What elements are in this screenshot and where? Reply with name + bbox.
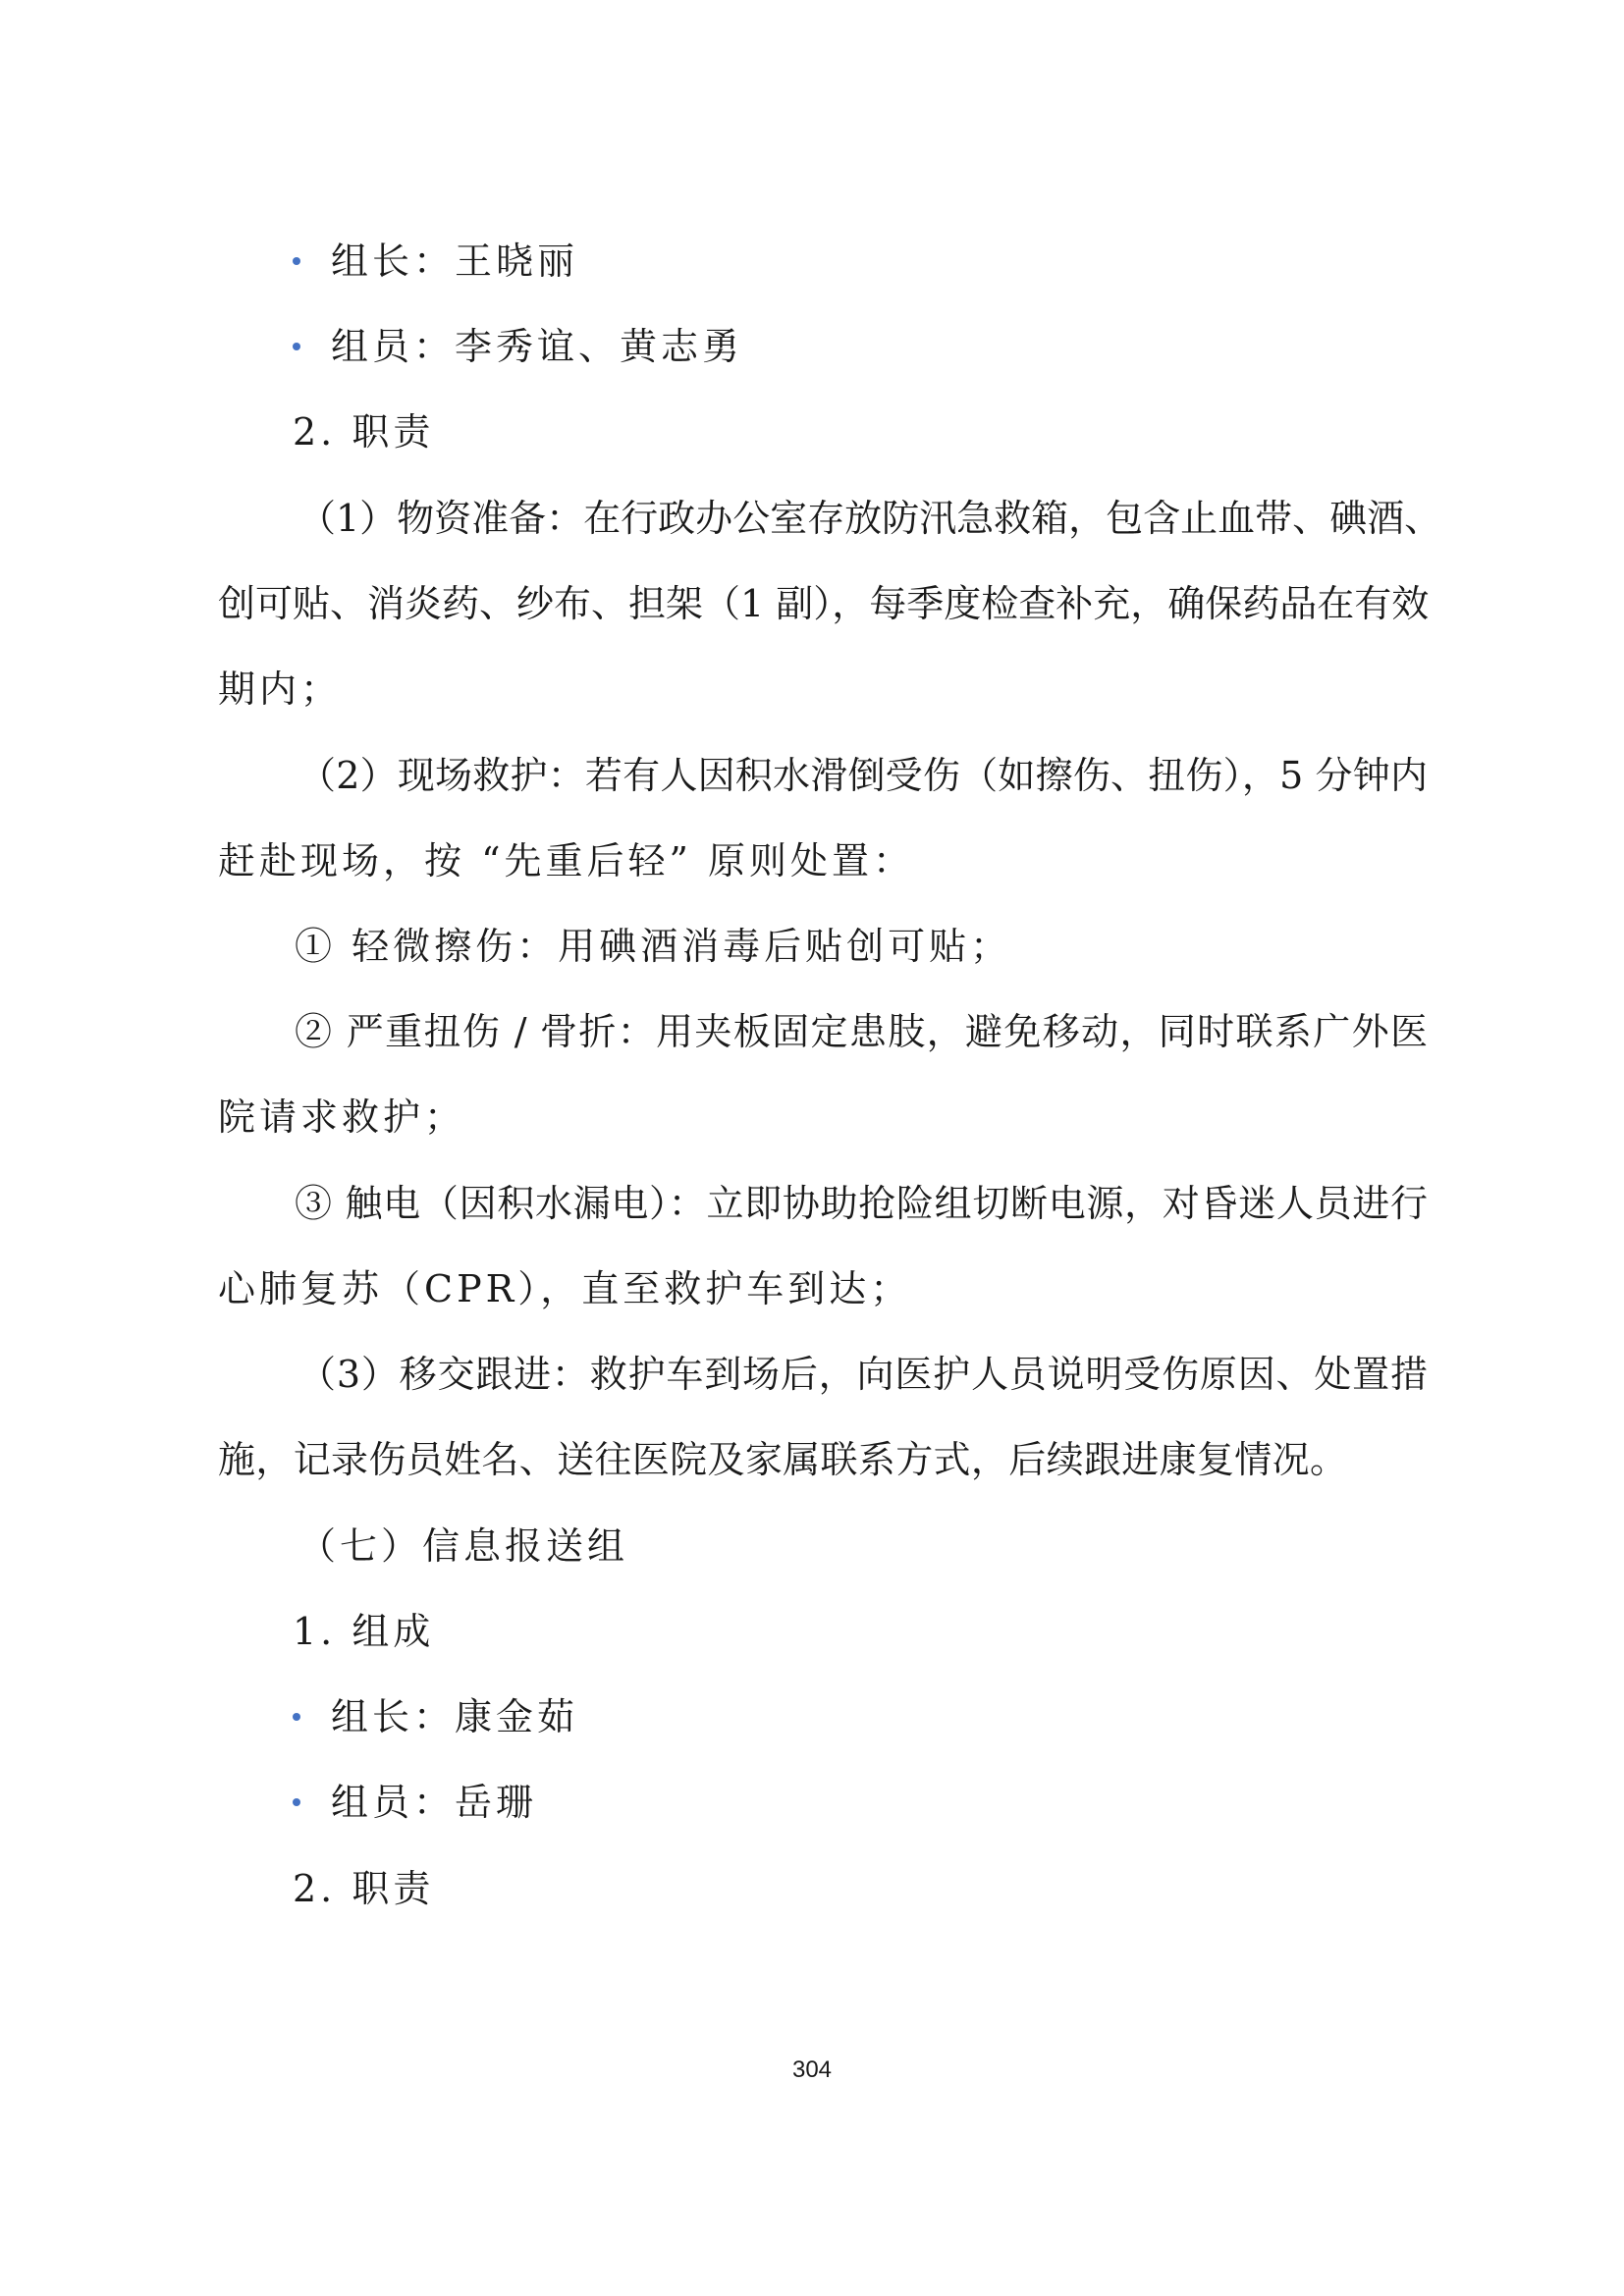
paragraph-line: 期内； (218, 667, 343, 711)
bullet-item-leader (0, 236, 1624, 287)
paragraph-line: ③ 触电（因积水漏电）：立即协助抢险组切断电源，对昏迷人员进行 (295, 1182, 1428, 1225)
line-text: 组员：岳珊 (331, 1781, 538, 1824)
paragraph-line: （2）现场救护：若有人因积水滑倒受伤（如擦伤、扭伤），5 分钟内 (298, 754, 1428, 797)
paragraph-line: （3）移交跟进：救护车到场后，向医护人员说明受伤原因、处置措 (298, 1353, 1428, 1396)
paragraph-line: （1）物资准备：在行政办公室存放防汛急救箱，包含止血带、碘酒、 (298, 497, 1442, 540)
bullet-item-leader (0, 1691, 1624, 1742)
paragraph-line: 创可贴、消炎药、纱布、担架（1 副），每季度检查补充，确保药品在有效 (218, 582, 1430, 625)
section-heading-duties: 2. 职责 (293, 410, 435, 454)
section-heading-info-group: （七）信息报送组 (298, 1524, 629, 1568)
paragraph-line: 赶赴现场，按 “先重后轻” 原则处置： (218, 839, 915, 882)
paragraph-line: ② 严重扭伤 / 骨折：用夹板固定患肢，避免移动，同时联系广外医 (295, 1010, 1428, 1053)
bullet-icon (293, 1798, 300, 1806)
line-text: 组长：王晓丽 (331, 240, 579, 283)
section-heading-duties: 2. 职责 (293, 1867, 435, 1910)
bullet-icon (293, 1713, 300, 1721)
paragraph-line: 心肺复苏（CPR），直至救护车到达； (218, 1267, 912, 1310)
paragraph-line: 施，记录伤员姓名、送往医院及家属联系方式，后续跟进康复情况。 (218, 1438, 1347, 1481)
line-text: 组员：李秀谊、黄志勇 (331, 325, 744, 368)
bullet-icon (293, 343, 300, 350)
bullet-item-members (0, 1777, 1624, 1828)
paragraph-line: ① 轻微擦伤：用碘酒消毒后贴创可贴； (295, 925, 1012, 968)
paragraph-line: 院请求救护； (218, 1095, 466, 1139)
section-heading-composition: 1. 组成 (293, 1610, 435, 1653)
page-number: 304 (791, 2056, 833, 2083)
bullet-icon (293, 257, 300, 265)
line-text: 组长：康金茹 (331, 1695, 579, 1738)
bullet-item-members (0, 321, 1624, 372)
